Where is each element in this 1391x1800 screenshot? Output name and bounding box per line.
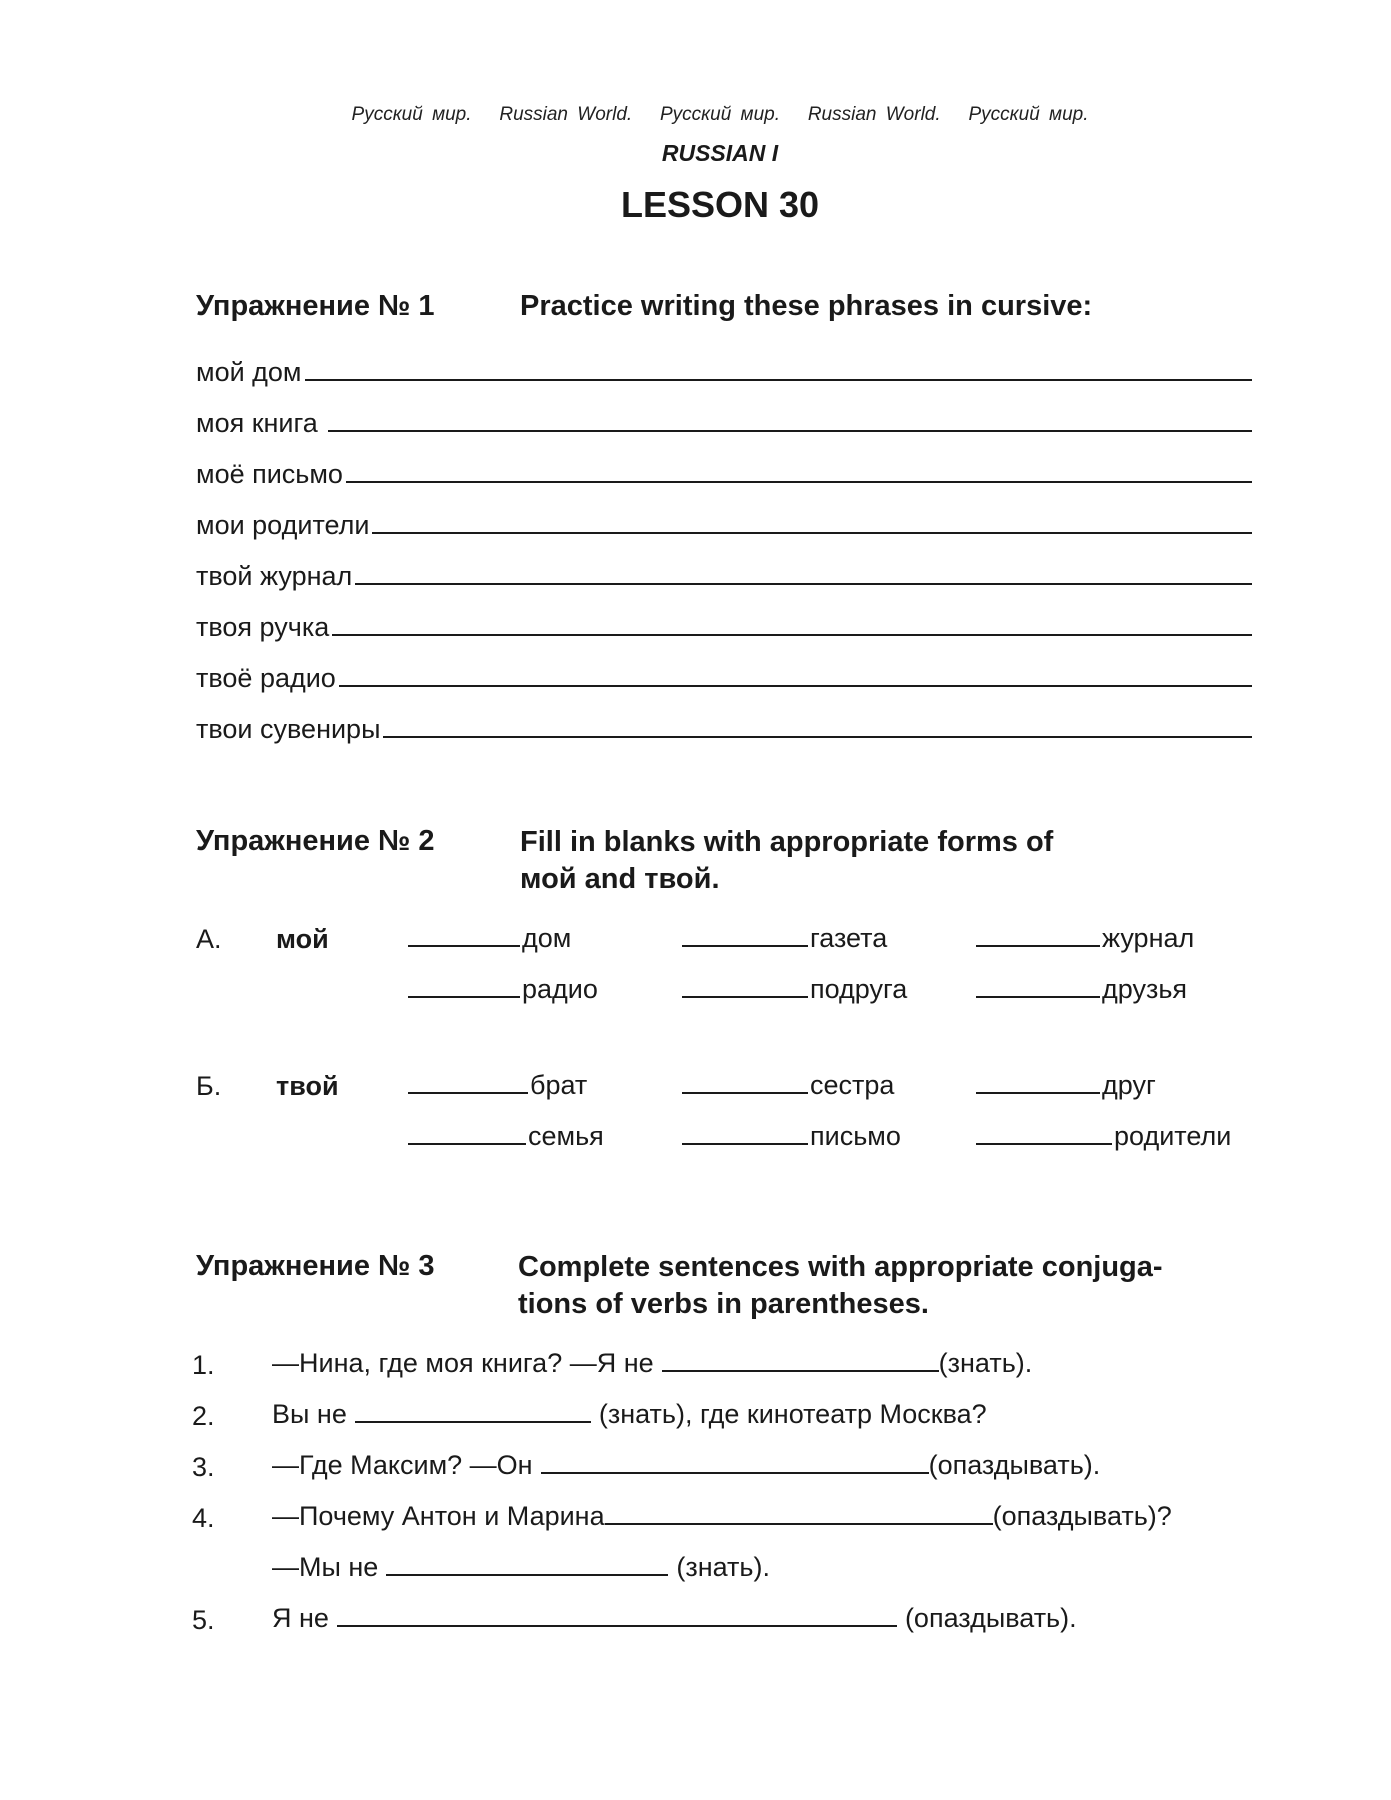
sentence-after: (опаздывать).: [904, 1603, 1077, 1633]
writing-line[interactable]: [305, 378, 1253, 381]
fill-blank-item[interactable]: [408, 969, 598, 1005]
answer-blank[interactable]: [682, 944, 808, 947]
phrase-text: твоё радио: [196, 663, 336, 693]
sentence-item[interactable]: [272, 1496, 1172, 1532]
sentence-item[interactable]: [272, 1547, 770, 1583]
blank-noun: газета: [810, 923, 888, 953]
group-b-label: Б.: [196, 1071, 222, 1101]
fill-blank-item[interactable]: [408, 1116, 604, 1152]
exercise2-instruction-line1: Fill in blanks with appropriate forms of: [520, 826, 1054, 858]
phrase-text: мой дом: [196, 357, 302, 387]
exercise2-title: Упражнение № 2: [196, 825, 435, 857]
phrase-text: твоя ручка: [196, 612, 330, 642]
fill-blank-item[interactable]: [976, 1065, 1156, 1101]
phrase-row[interactable]: [196, 403, 1252, 439]
writing-line[interactable]: [372, 531, 1252, 534]
answer-blank[interactable]: [408, 1091, 528, 1094]
lesson-title: LESSON 30: [620, 184, 820, 225]
sentence-before: Вы не: [272, 1399, 347, 1429]
exercise1-instruction: Practice writing these phrases in cursive:: [520, 290, 1093, 322]
item-number: 2.: [192, 1401, 215, 1431]
fill-blank-item[interactable]: [976, 1116, 1231, 1152]
answer-blank[interactable]: [408, 995, 520, 998]
exercise3-instruction-line1: Complete sentences with appropriate conjuga-: [518, 1251, 1163, 1283]
exercise2-instruction-line2: мой and твой.: [520, 863, 720, 895]
answer-blank[interactable]: [682, 995, 808, 998]
item-number: 1.: [192, 1350, 215, 1380]
phrase-text: твои сувениры: [196, 714, 381, 744]
fill-blank-item[interactable]: [682, 1065, 894, 1101]
blank-noun: семья: [528, 1121, 604, 1151]
answer-blank[interactable]: [976, 1142, 1112, 1145]
phrase-text: твой журнал: [196, 561, 353, 591]
blank-noun: родители: [1114, 1121, 1232, 1151]
answer-blank[interactable]: [541, 1471, 929, 1474]
fill-blank-item[interactable]: [408, 918, 571, 954]
exercise2-instruction: [520, 824, 1220, 898]
phrase-row[interactable]: [196, 505, 1252, 541]
phrase-text: моё письмо: [196, 459, 343, 489]
sentence-before: Я не: [272, 1603, 329, 1633]
sentence-before: —Где Максим? —Он: [272, 1450, 533, 1480]
answer-blank[interactable]: [976, 995, 1100, 998]
exercise1-title: Упражнение № 1: [196, 290, 435, 322]
writing-line[interactable]: [346, 480, 1252, 483]
sentence-after: (знать), где кинотеатр Москва?: [598, 1399, 987, 1429]
phrase-text: моя книга: [196, 408, 318, 438]
item-number: 5.: [192, 1605, 215, 1635]
phrase-text: мои родители: [196, 510, 370, 540]
answer-blank[interactable]: [355, 1420, 591, 1423]
writing-line[interactable]: [355, 582, 1252, 585]
sentence-before: —Мы не: [272, 1552, 379, 1582]
answer-blank[interactable]: [682, 1091, 808, 1094]
answer-blank[interactable]: [386, 1573, 668, 1576]
item-number: 3.: [192, 1452, 215, 1482]
blank-noun: брат: [530, 1070, 588, 1100]
sentence-after: (опаздывать).: [928, 1450, 1101, 1480]
course-title: RUSSIAN I: [661, 140, 779, 166]
blank-noun: сестра: [810, 1070, 895, 1100]
fill-blank-item[interactable]: [408, 1065, 587, 1101]
sentence-before: —Нина, где моя книга? —Я не: [272, 1348, 654, 1378]
sentence-after: (знать).: [676, 1552, 770, 1582]
blank-noun: письмо: [810, 1121, 901, 1151]
answer-blank[interactable]: [408, 944, 520, 947]
phrase-row[interactable]: [196, 454, 1252, 490]
fill-blank-item[interactable]: [682, 1116, 901, 1152]
item-number: 4.: [192, 1503, 215, 1533]
answer-blank[interactable]: [682, 1142, 808, 1145]
sentence-after: (опаздывать)?: [992, 1501, 1172, 1531]
writing-line[interactable]: [383, 735, 1252, 738]
exercise3-instruction-line2: tions of verbs in parentheses.: [518, 1288, 929, 1320]
sentence-item[interactable]: [272, 1394, 987, 1430]
header-tagline: Русский мир. Russian World. Русский мир. Russian World. Русский мир.: [351, 104, 1089, 125]
blank-noun: радио: [522, 974, 598, 1004]
exercise3-instruction: [518, 1249, 1278, 1323]
sentence-item[interactable]: [272, 1598, 1077, 1634]
fill-blank-item[interactable]: [682, 969, 907, 1005]
answer-blank[interactable]: [976, 944, 1100, 947]
sentence-item[interactable]: [272, 1343, 1032, 1379]
sentence-item[interactable]: [272, 1445, 1100, 1481]
blank-noun: подруга: [810, 974, 908, 1004]
fill-blank-item[interactable]: [976, 969, 1187, 1005]
blank-noun: дом: [522, 923, 572, 953]
phrase-row[interactable]: [196, 709, 1252, 745]
blank-noun: друг: [1102, 1070, 1156, 1100]
writing-line[interactable]: [332, 633, 1252, 636]
answer-blank[interactable]: [408, 1142, 526, 1145]
phrase-row[interactable]: [196, 607, 1252, 643]
sentence-after: (знать).: [938, 1348, 1033, 1378]
sentence-before: —Почему Антон и Марина: [272, 1501, 605, 1531]
writing-line[interactable]: [339, 684, 1252, 687]
group-a-word: мой: [276, 924, 329, 954]
group-a-label: А.: [196, 924, 222, 954]
answer-blank[interactable]: [337, 1624, 897, 1627]
answer-blank[interactable]: [605, 1522, 993, 1525]
blank-noun: журнал: [1102, 923, 1195, 953]
blank-noun: друзья: [1102, 974, 1188, 1004]
group-b-word: твой: [276, 1071, 339, 1101]
phrase-row[interactable]: [196, 556, 1252, 592]
exercise3-title: Упражнение № 3: [196, 1250, 435, 1282]
answer-blank[interactable]: [662, 1369, 939, 1372]
fill-blank-item[interactable]: [976, 918, 1194, 954]
writing-line[interactable]: [328, 429, 1252, 432]
phrase-row[interactable]: [196, 352, 1252, 388]
fill-blank-item[interactable]: [682, 918, 887, 954]
answer-blank[interactable]: [976, 1091, 1100, 1094]
phrase-row[interactable]: [196, 658, 1252, 694]
